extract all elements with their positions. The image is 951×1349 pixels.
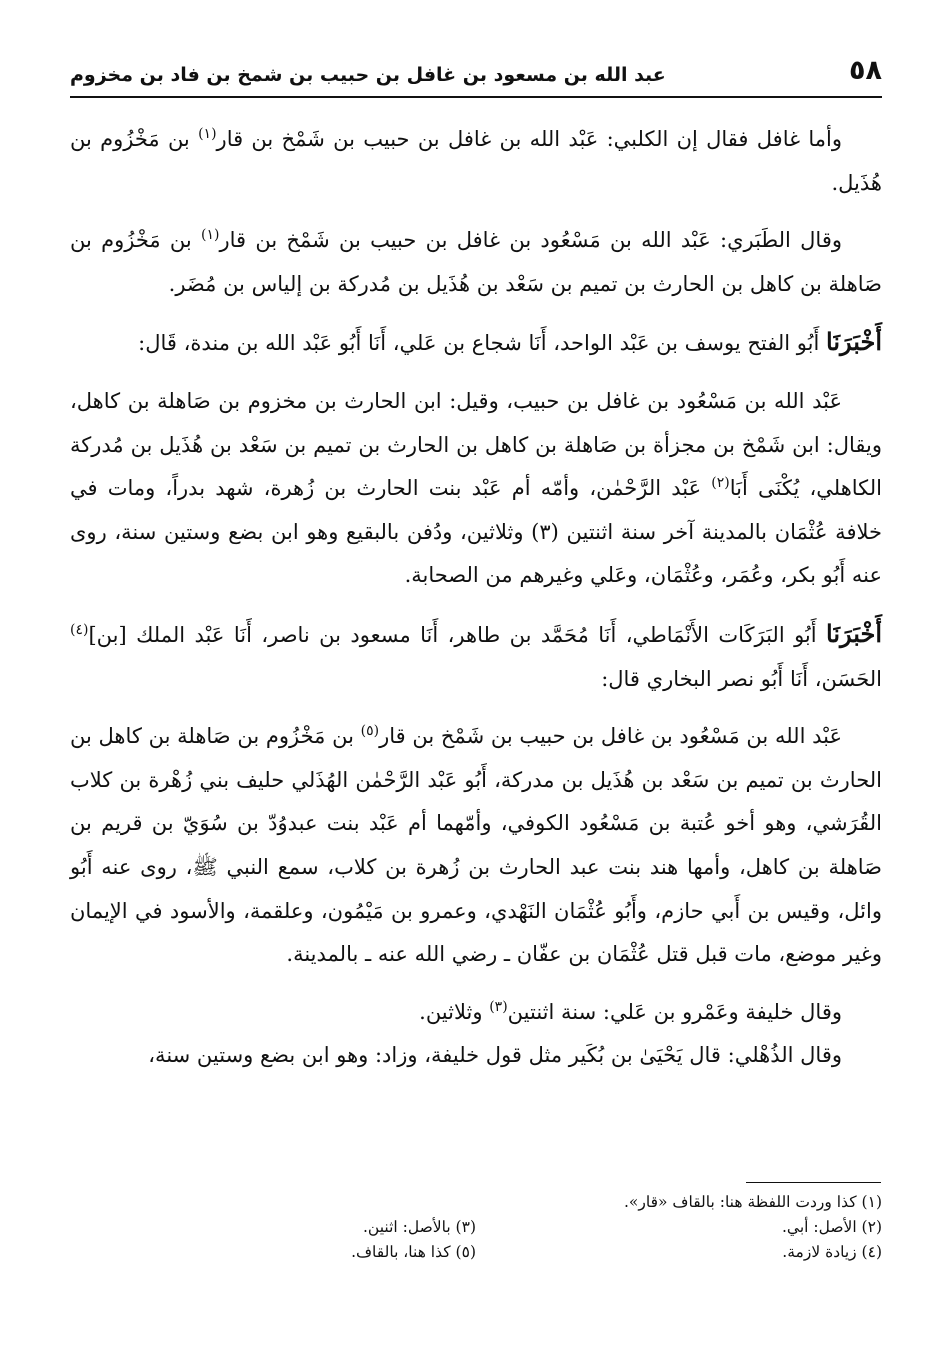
- footnote-marker: (٥): [360, 723, 380, 740]
- footnote: [70, 1190, 476, 1215]
- footnote-row: [70, 1190, 882, 1215]
- paragraph-text: عَبْد الله بن مَسْعُود بن غافل بن حبيب، وقيل: ابن الحارث بن مخزوم بن صَاهلة بن كاهل، ويقال: ابن شَمْخ بن مجزأة بن صَاهلة بن كاهل بن الحارث بن تميم بن سَعْد بن هُذَيل بن مُدركة الكاهلي، يُكْنَى أَبَا: [70, 388, 882, 501]
- footnote-marker: (١): [201, 227, 220, 244]
- paragraph: [70, 612, 882, 701]
- paragraph: [70, 320, 882, 366]
- paragraph-text: وثلاثين.: [419, 999, 490, 1024]
- paragraph-text: أَبُو البَرَكَات الأَنْمَاطي، أَنَا مُحَمَّد بن طاهر، أَنَا مسعود بن ناصر، أَنَا عَبْد الملك [بن]: [88, 622, 827, 647]
- paragraph-text: عَبْد الرَّحْمٰن، وأمّه أم عَبْد بنت الحارث بن زُهرة، شهد بدراً، ومات في خلافة عُثْمَان بالمدينة آخر سنة اثنتين (٣) وثلاثين، ودُفن بالبقيع وهو ابن بضع وستين سنة، روى عنه أَبُو بكر، وعُمَر، وعُثْمَان، وعَلي وغيرهم من الصحابة.: [70, 476, 882, 588]
- footnote: (٤) زيادة لازمة.: [782, 1243, 882, 1261]
- paragraph: [70, 380, 882, 598]
- paragraph: [70, 118, 882, 205]
- footnote-marker: (٤): [70, 621, 89, 638]
- footnote: (٥) كذا هنا، بالقاف.: [351, 1243, 476, 1261]
- footnote-marker: (١): [198, 126, 217, 142]
- page-number: ٥٨: [849, 55, 882, 86]
- paragraph-text: أَبُو الفتح يوسف بن عَبْد الواحد، أَنَا شجاع بن عَلي، أَنَا أَبُو عَبْد الله بن مندة، قَال:: [138, 331, 827, 356]
- footnote-rule: [746, 1182, 881, 1183]
- footnote: (٣) بالأصل: اثنين.: [363, 1218, 476, 1236]
- paragraph-text: بن مَخْزُوم بن صَاهلة بن كاهل بن الحارث بن تميم بن سَعْد بن هُذَيل بن مدركة، أَبُو عَبْد الرَّحْمٰن الهُذَلي حليف بني زُهْرة بن كلاب القُرَشي، وهو أخو عُتبة بن مَسْعُود الكوفي، وأمّهما أم عَبْد بنت عبدوُدّ بن سُوَيّ بن قريم بن صَاهلة بن كاهل، وأمها هند بنت عبد الحارث بن زُهرة بن كلاب، سمع النبي ﷺ، روى عنه أَبُو وائل، وقيس بن أَبي حازم، وأَبُو عُثْمَان النَهْدي، وعمرو بن مَيْمُون، وعلقمة، والأسود في الإيمان وغير موضع، مات قبل قتل عُثْمَان بن عفّان ـ رضي الله عنه ـ بالمدينة.: [70, 724, 882, 967]
- paragraph-text: وقال الطَبَري: عَبْد الله بن مَسْعُود بن غافل بن حبيب بن شَمْخ بن قار: [219, 228, 842, 253]
- footnote: (٢) الأصل: أبي.: [781, 1218, 882, 1236]
- footnotes: [70, 1190, 882, 1265]
- paragraph-text: وقال الذُهْلي: قال يَحْيَىٰ بن بُكَير مثل قول خليفة، وزاد: وهو ابن بضع وستين سنة،: [148, 1043, 842, 1068]
- main-text: [70, 118, 882, 1078]
- footnote: (١) كذا وردت اللفظة هنا: بالقاف «قار».: [623, 1193, 882, 1211]
- paragraph-text: الحَسَن، أَنَا أَبُو نصر البخاري قال:: [601, 666, 882, 691]
- header-rule: [70, 96, 882, 98]
- paragraph: [70, 715, 882, 977]
- page-header: [70, 55, 882, 86]
- paragraph-text: بن مَخْزُوم بن هُذَيل.: [70, 127, 882, 195]
- paragraph: [70, 219, 882, 306]
- paragraph-text: عَبْد الله بن مَسْعُود بن غافل بن حبيب بن شَمْخ بن قار: [379, 724, 842, 749]
- isnad-lead-word: أَخْبَرَنَا: [826, 618, 882, 648]
- running-title: عبد الله بن مسعود بن غافل بن حبيب بن شمخ بن فاد بن مخزوم: [70, 64, 666, 86]
- paragraph: [70, 991, 882, 1035]
- paragraph: [70, 1034, 882, 1078]
- paragraph-text: وأما غافل فقال إن الكلبي: عَبْد الله بن غافل بن حبيب بن شَمْخ بن قار: [216, 127, 842, 151]
- paragraph-text: بن مَخْزُوم بن صَاهلة بن كاهل بن الحارث بن تميم بن سَعْد بن هُذَيل بن مُدركة بن إلياس بن مُضَر.: [70, 228, 882, 296]
- isnad-lead-word: أَخْبَرَنَا: [826, 327, 882, 357]
- paragraph-text: وقال خليفة وعَمْرو بن عَلي: سنة اثنتين: [507, 999, 842, 1024]
- footnote-marker: (٢): [711, 475, 730, 492]
- footnote-row: [70, 1215, 882, 1240]
- footnote-row: [70, 1240, 882, 1265]
- footnote-marker: (٣): [489, 998, 508, 1015]
